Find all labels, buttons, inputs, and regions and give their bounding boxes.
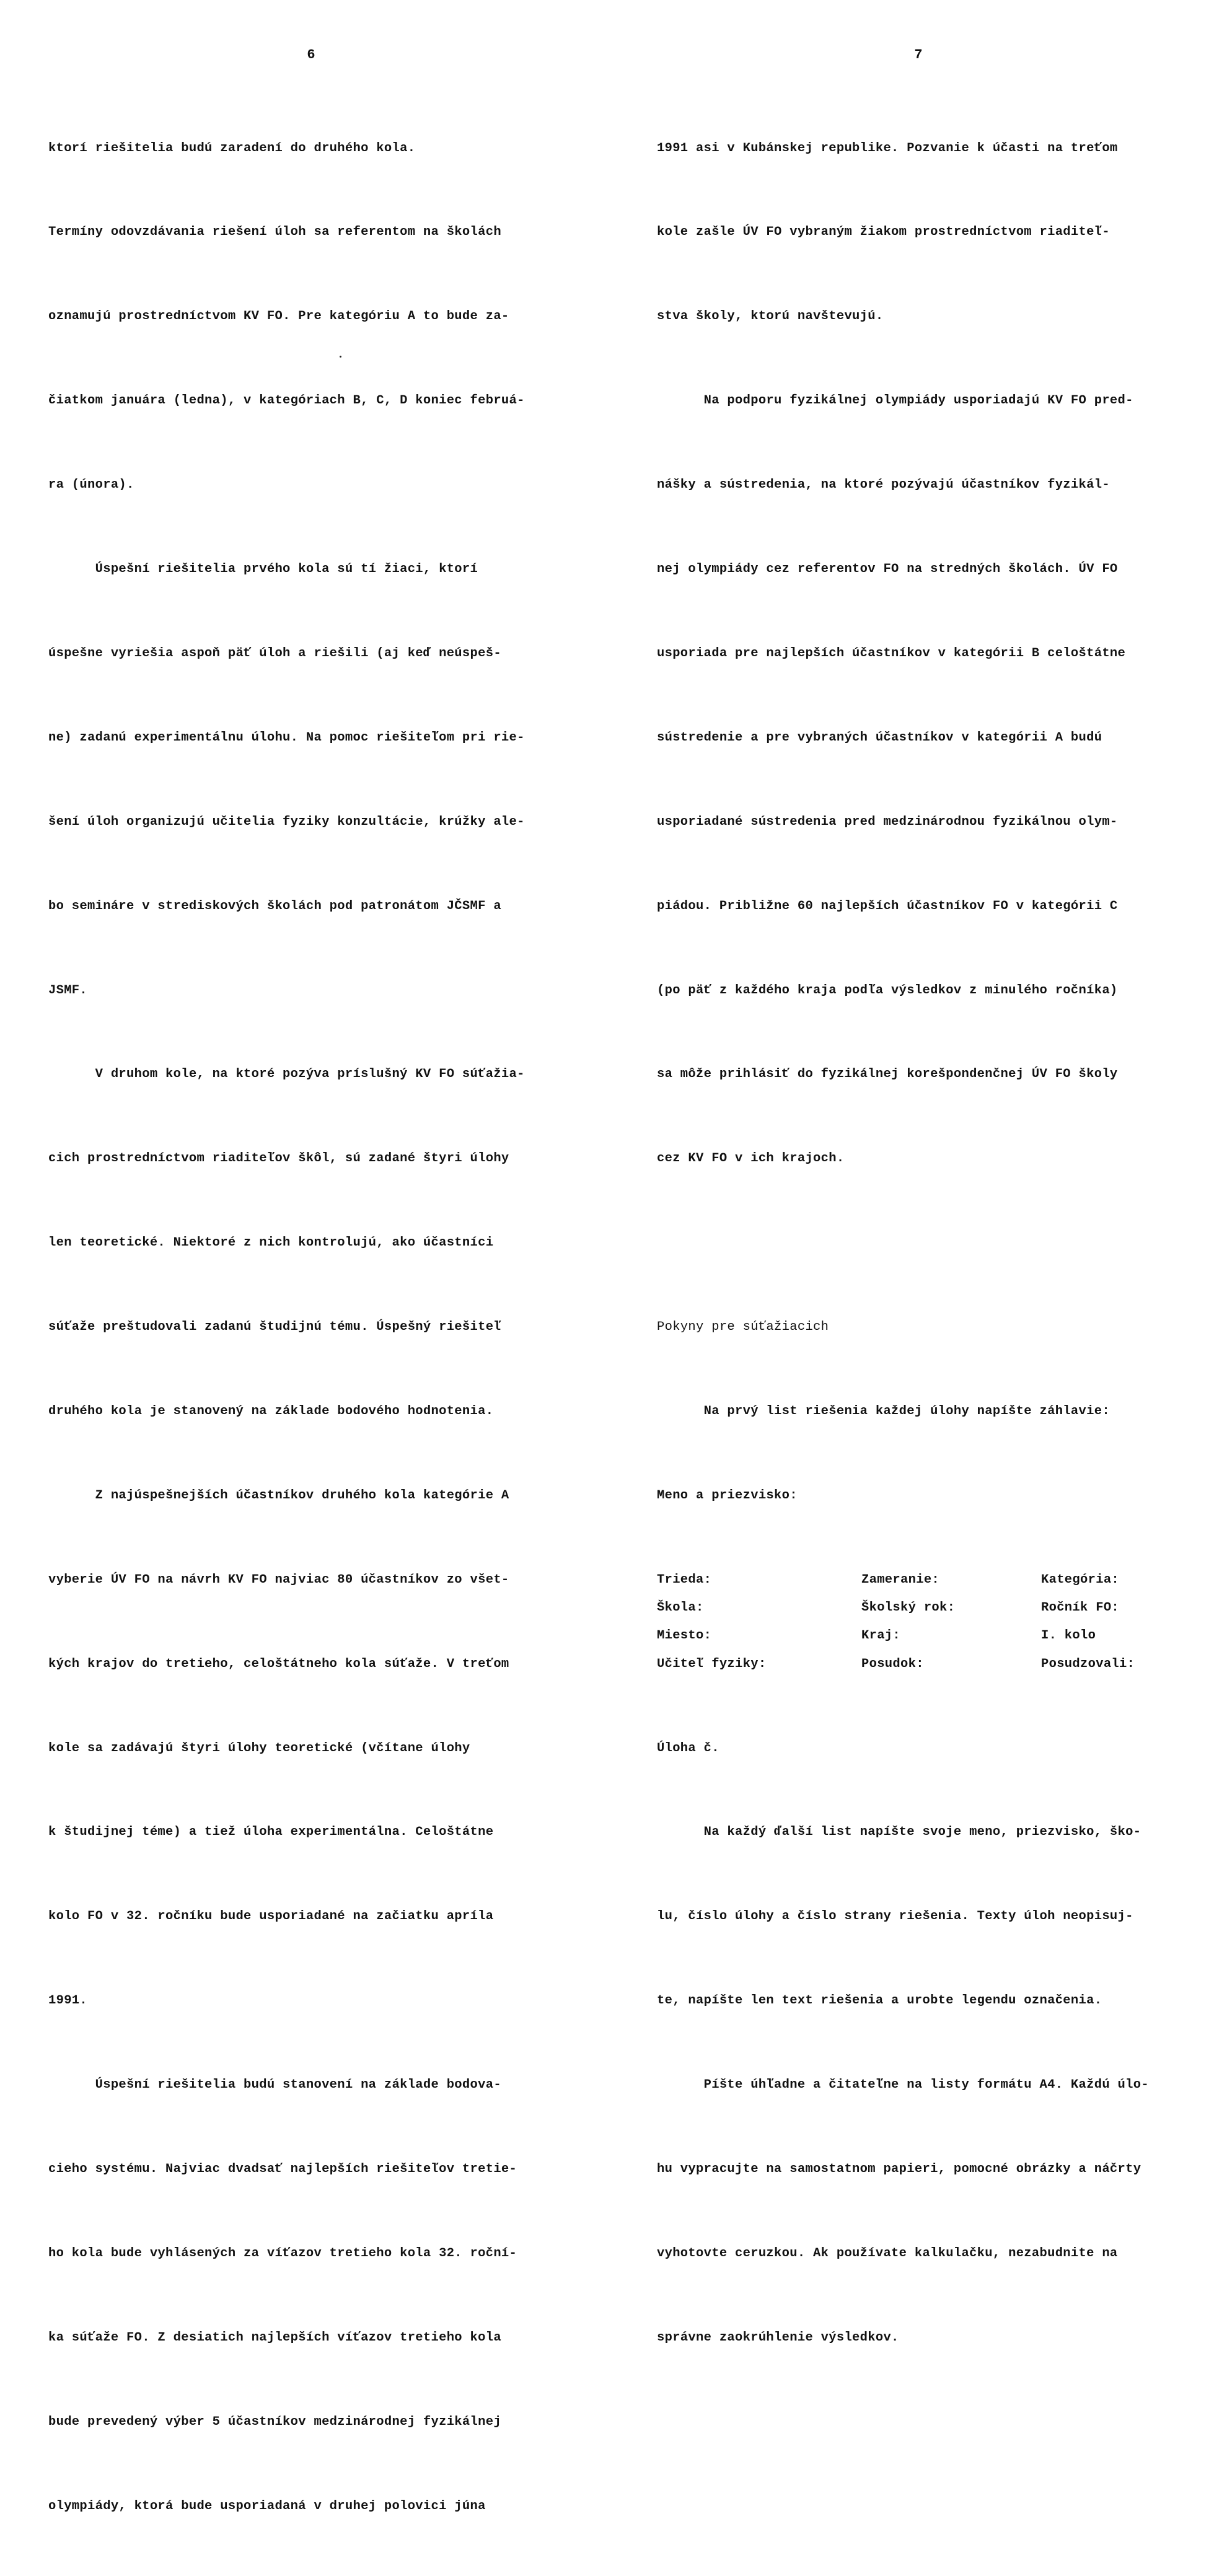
- field-label-kolo: I. kolo: [1041, 1629, 1096, 1643]
- text-line: Na každý ďalší list napíšte svoje meno, priezvisko, ško-: [657, 1825, 1141, 1840]
- text-line: čiatkom januára (ledna), v kategóriach B, C, D koniec februá-: [48, 393, 525, 408]
- field-label-miesto: Miesto:: [657, 1629, 712, 1643]
- field-label-zameranie: Zameranie:: [861, 1572, 940, 1587]
- text-line: len teoretické. Niektoré z nich kontrolujú, ako účastníci: [48, 1236, 494, 1251]
- right-page: [657, 0, 1202, 2345]
- section-heading: Pokyny pre súťažiacich: [657, 1320, 829, 1335]
- field-label-kategoria: Kategória:: [1041, 1572, 1120, 1587]
- field-label-kraj: Kraj:: [861, 1629, 901, 1643]
- text-line: cieho systému. Najviac dvadsať najlepších riešiteľov tretie-: [48, 2161, 517, 2176]
- field-label-posudok: Posudok:: [861, 1656, 924, 1671]
- text-line: kole sa zadávajú štyri úlohy teoretické (včítane úlohy: [48, 1741, 470, 1756]
- text-line: (po päť z každého kraja podľa výsledkov z minulého ročníka): [657, 983, 1118, 998]
- field-label-rocnik: Ročník FO:: [1041, 1601, 1120, 1615]
- text-line: bude prevedený výber 5 účastníkov medzinárodnej fyzikálnej: [48, 2414, 501, 2429]
- text-line: kých krajov do tretieho, celoštátneho kola súťaže. V treťom: [48, 1656, 509, 1671]
- instruction-line: Na prvý list riešenia každej úlohy napíšte záhlavie:: [657, 1404, 1110, 1418]
- text-line: sústredenie a pre vybraných účastníkov v kategórii A budú: [657, 730, 1102, 745]
- text-line: Píšte úhľadne a čitateľne na listy formátu A4. Každú úlo-: [657, 2078, 1149, 2093]
- text-line: druhého kola je stanovený na základe bodového hodnotenia.: [48, 1404, 494, 1418]
- text-line: ho kola bude vyhlásených za víťazov tretieho kola 32. roční-: [48, 2246, 517, 2261]
- text-line: súťaže preštudovali zadanú študijnú tému. Úspešný riešiteľ: [48, 1320, 501, 1335]
- field-label-skola: Škola:: [657, 1601, 704, 1615]
- text-line: ne) zadanú experimentálnu úlohu. Na pomoc riešiteľom pri rie-: [48, 730, 525, 745]
- text-line: správne zaokrúhlenie výsledkov.: [657, 2330, 899, 2345]
- text-line: V druhom kole, na ktoré pozýva príslušný KV FO súťažia-: [48, 1067, 525, 1082]
- text-line: ka súťaže FO. Z desiatich najlepších víťazov tretieho kola: [48, 2330, 501, 2345]
- left-page-text: [48, 78, 581, 2576]
- right-page-number: 7: [914, 47, 923, 63]
- text-line: nášky a sústredenia, na ktoré pozývajú účastníkov fyzikál-: [657, 478, 1110, 493]
- text-line: úspešne vyriešia aspoň päť úloh a riešili (aj keď neúspeš-: [48, 646, 501, 661]
- task-number-label: Úloha č.: [657, 1741, 719, 1756]
- field-label-skolsky-rok: Školský rok:: [861, 1601, 956, 1615]
- text-line: 1991.: [48, 1994, 88, 2008]
- text-line: Úspešní riešitelia budú stanovení na základe bodova-: [48, 2078, 501, 2093]
- text-line: piádou. Približne 60 najlepších účastníkov FO v kategórii C: [657, 899, 1118, 913]
- text-line: hu vypracujte na samostatnom papieri, pomocné obrázky a náčrty: [657, 2161, 1141, 2176]
- text-line: JSMF.: [48, 983, 88, 998]
- text-line: cich prostredníctvom riaditeľov škôl, sú zadané štyri úlohy: [48, 1151, 509, 1166]
- text-line: šení úloh organizujú učitelia fyziky konzultácie, krúžky ale-: [48, 814, 525, 829]
- text-line: lu, číslo úlohy a číslo strany riešenia. Texty úloh neopisuj-: [657, 1909, 1133, 1924]
- field-label-ucitel: Učiteľ fyziky:: [657, 1656, 767, 1671]
- left-page-number: 6: [307, 47, 315, 63]
- text-line: 1991 asi v Kubánskej republike. Pozvanie k účasti na treťom: [657, 141, 1118, 156]
- text-line: ra (února).: [48, 478, 134, 493]
- right-page-text: [657, 78, 1190, 2408]
- text-line: kolo FO v 32. ročníku bude usporiadané na začiatku apríla: [48, 1909, 494, 1924]
- text-line: k študijnej téme) a tiež úloha experimentálna. Celoštátne: [48, 1825, 494, 1840]
- header-form-fields: [657, 1566, 1190, 1678]
- name-field-label: Meno a priezvisko:: [657, 1488, 798, 1503]
- field-label-trieda: Trieda:: [657, 1572, 712, 1587]
- field-label-posudzovali: Posudzovali:: [1041, 1656, 1135, 1671]
- text-line: sa môže prihlásiť do fyzikálnej korešpondenčnej ÚV FO školy: [657, 1067, 1118, 1082]
- text-line: usporiadané sústredenia pred medzinárodnou fyzikálnou olym-: [657, 814, 1118, 829]
- text-line: Termíny odovzdávania riešení úloh sa referentom na školách: [48, 225, 501, 240]
- text-line: olympiády, ktorá bude usporiadaná v druhej polovici júna: [48, 2499, 486, 2513]
- text-line: ktorí riešitelia budú zaradení do druhého kola.: [48, 141, 416, 156]
- text-line: kole zašle ÚV FO vybraným žiakom prostredníctvom riaditeľ-: [657, 225, 1110, 240]
- spacer-line: [657, 1229, 1190, 1257]
- text-line: vyberie ÚV FO na návrh KV FO najviac 80 účastníkov zo všet-: [48, 1572, 509, 1587]
- text-line: te, napíšte len text riešenia a urobte legendu označenia.: [657, 1994, 1102, 2008]
- text-line: stva školy, ktorú navštevujú.: [657, 309, 884, 324]
- text-line: Na podporu fyzikálnej olympiády usporiadajú KV FO pred-: [657, 393, 1133, 408]
- text-line: oznamujú prostredníctvom KV FO. Pre kategóriu A to bude za-: [48, 309, 509, 324]
- text-line: Z najúspešnejších účastníkov druhého kola kategórie A: [48, 1488, 509, 1503]
- text-line: Úspešní riešitelia prvého kola sú tí žiaci, ktorí: [48, 562, 478, 577]
- ink-speck: [340, 356, 341, 358]
- text-line: usporiada pre najlepších účastníkov v kategórii B celoštátne: [657, 646, 1126, 661]
- text-line: cez KV FO v ich krajoch.: [657, 1151, 845, 1166]
- text-line: nej olympiády cez referentov FO na stredných školách. ÚV FO: [657, 562, 1118, 577]
- text-line: vyhotovte ceruzkou. Ak používate kalkulačku, nezabudnite na: [657, 2246, 1118, 2261]
- text-line: bo semináre v strediskových školách pod patronátom JČSMF a: [48, 899, 501, 913]
- left-page: [43, 0, 589, 2513]
